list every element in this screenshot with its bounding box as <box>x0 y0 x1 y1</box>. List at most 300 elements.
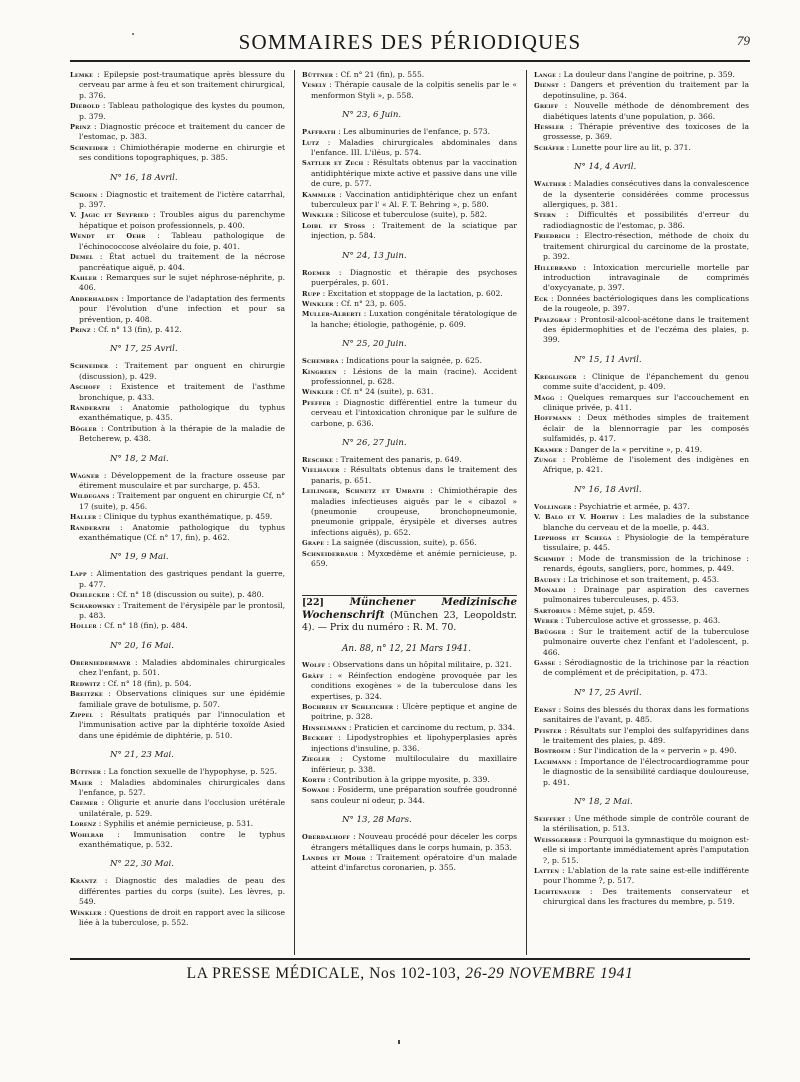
article-title: Difficultés et possibilités d'erreur du radiodiagnostic de l'estomac, p. 386. <box>543 210 749 230</box>
author-separator: : <box>93 252 109 262</box>
article-author: Brügger <box>534 627 566 636</box>
article-author: Gräff <box>302 671 324 680</box>
article-author: Baudey <box>534 575 561 584</box>
article-author: Kahler <box>70 273 98 282</box>
issue-heading: N° 26, 27 Juin. <box>342 437 407 448</box>
article-entry <box>302 549 517 570</box>
article-title: Diagnostic des maladies de peau des différentes parties du corps (suite). Les lèvres, p. 549. <box>79 876 285 907</box>
article-title: Tableau pathologique de l'échinococcose alvéolaire du foie, p. 401. <box>79 231 285 251</box>
article-title: La fonction sexuelle de l'hypophyse, p. 525. <box>108 767 277 777</box>
article-entry <box>70 819 285 829</box>
article-entry <box>70 569 285 590</box>
article-title: Maladies chirurgicales abdominales dans l'enfance. III. L'iléus, p. 574. <box>311 137 517 158</box>
article-entry <box>70 403 285 424</box>
article-title: Contribution à la thérapie de la maladie de Betcherew, p. 438. <box>79 423 285 444</box>
article-author: Maier <box>70 778 93 787</box>
article-author: Wohlrab <box>70 830 104 839</box>
author-separator: : <box>558 616 566 626</box>
article-author: Leilinger, Schnetz et Umrath <box>302 487 425 496</box>
article-author: Lachmann <box>534 757 572 766</box>
article-entry <box>534 101 749 122</box>
article-title: Contribution à la grippe myosite, p. 339. <box>333 774 490 784</box>
article-author: Ernst <box>534 705 557 714</box>
article-entry <box>302 289 517 299</box>
article-author: Landes et Mohr <box>302 853 366 862</box>
author-separator: : <box>93 709 111 719</box>
article-title: Epilepsie post-traumatique après blessure du cerveau par arme à feu et son traitement chirurgical, p. 376. <box>79 70 285 100</box>
article-title: Résultats pratiqués par l'innoculation et l'immunisation active par la diphtérie toxoïde Asied dans une épidémie de diphtérie, p. 510. <box>79 709 285 740</box>
article-author: Cremer <box>70 799 98 808</box>
author-separator: : <box>350 832 359 842</box>
article-entry <box>302 127 517 137</box>
article-title: Immunisation contre le typhus exanthématique, p. 532. <box>79 829 285 849</box>
article-title: Résultats obtenus dans le traitement des panaris, p. 651. <box>311 465 517 485</box>
article-author: Breitzke <box>70 690 104 699</box>
article-entry <box>534 445 749 455</box>
author-separator: : <box>554 392 568 402</box>
author-separator: : <box>100 382 122 392</box>
article-title: Diagnostic et traitement de l'ictère catarrhal, p. 397. <box>79 189 285 210</box>
author-separator: : <box>580 886 603 896</box>
author-separator: : <box>570 314 581 324</box>
article-author: Winkler <box>70 908 102 917</box>
article-entry <box>534 585 749 606</box>
article-author: Weber <box>534 617 559 626</box>
article-entry <box>70 658 285 679</box>
article-entry <box>70 424 285 445</box>
article-entry <box>70 273 285 294</box>
footer-journal: LA PRESSE MÉDICALE, <box>186 965 365 982</box>
article-author: Schoen <box>70 190 98 199</box>
article-author: Schembra <box>302 357 339 366</box>
article-author: Prinz <box>70 325 91 334</box>
article-author: Lemke <box>70 71 94 79</box>
article-author: V. Jagic et Seyfried <box>70 211 149 220</box>
article-entry <box>302 785 517 806</box>
article-entry <box>70 325 285 335</box>
article-entry <box>302 465 517 486</box>
article-entry <box>534 512 749 533</box>
article-author: Büttner <box>70 768 102 777</box>
article-author: Haller <box>70 513 97 522</box>
article-entry <box>534 231 749 262</box>
column-3 <box>534 70 749 955</box>
issue-heading: N° 22, 30 Mai. <box>110 859 175 870</box>
article-author: Bochrein et Schleicher <box>302 703 394 712</box>
article-title: Maladies abdominales chirurgicales dans l'enfance, p. 527. <box>79 777 285 797</box>
article-entry <box>302 268 517 289</box>
author-separator: : <box>424 486 439 496</box>
article-title: Existence et traitement de l'asthme bronchique, p. 433. <box>79 382 285 402</box>
article-author: Friedrich <box>534 232 571 241</box>
article-entry <box>302 455 517 465</box>
author-separator: : <box>346 722 355 732</box>
article-entry <box>302 486 517 538</box>
author-separator: : <box>571 501 579 511</box>
author-separator: : <box>335 127 344 137</box>
article-entry <box>534 705 749 726</box>
article-entry <box>302 138 517 159</box>
article-entry <box>70 778 285 799</box>
article-title: Silicose et tuberculose (suite), p. 582. <box>340 210 488 220</box>
author-separator: : <box>97 272 107 282</box>
author-separator: : <box>547 293 557 303</box>
article-entry <box>70 621 285 631</box>
header-rule <box>70 60 750 62</box>
article-author: Winkler <box>302 388 334 397</box>
author-separator: : <box>100 678 108 688</box>
article-entry <box>302 775 517 785</box>
article-author: Demel <box>70 253 94 262</box>
author-separator: : <box>333 210 341 220</box>
author-separator: : <box>130 657 142 667</box>
author-separator: : <box>570 746 579 756</box>
article-author: Winkler <box>302 299 334 308</box>
article-entry <box>302 660 517 670</box>
article-title: Traitement de la sciatique par injection, p. 584. <box>311 220 517 241</box>
author-separator: : <box>320 288 328 298</box>
article-title: Danger de la « pervitine », p. 419. <box>569 444 703 454</box>
article-title: Diagnostic différentiel entre la tumeur du cerveau et l'intoxication chronique par le sulfure de carbone, p. 636. <box>311 397 517 428</box>
article-title: Clinique de l'épanchement du genou comme suite d'accident, p. 409. <box>543 371 749 392</box>
article-entry <box>302 387 517 397</box>
author-separator: : <box>103 689 117 699</box>
article-author: Holler <box>70 622 97 631</box>
article-entry <box>534 814 749 835</box>
author-separator: : <box>561 725 570 735</box>
issue-heading: N° 16, 18 Avril. <box>110 172 178 183</box>
article-title: Troubles aigus du parenchyme hépatique et poison professionnels, p. 400. <box>79 210 285 230</box>
article-entry <box>302 398 517 429</box>
author-separator: : <box>618 512 630 522</box>
article-author: Randerath <box>70 523 111 532</box>
issue-heading: N° 14, 4 Avril. <box>574 162 637 173</box>
author-separator: : <box>97 798 108 808</box>
article-entry <box>70 471 285 492</box>
author-separator: : <box>565 813 575 823</box>
article-title: Des traitements conservateur et chirurgical dans les fractures du membre, p. 519. <box>543 886 749 907</box>
article-title: Cf. n° 23, p. 605. <box>340 298 407 308</box>
footer-rule <box>70 958 750 960</box>
author-separator: : <box>108 142 121 152</box>
author-separator: : <box>323 670 338 680</box>
author-separator: : <box>338 356 347 366</box>
author-separator: : <box>118 293 127 303</box>
article-title: Observations cliniques sur une épidémie familiale grave de botulisme, p. 507. <box>79 689 285 709</box>
author-separator: : <box>564 122 579 132</box>
article-entry <box>70 382 285 403</box>
author-separator: : <box>570 231 585 241</box>
article-author: Seiffert <box>534 814 566 823</box>
article-title: Intoxication mercurielle mortelle par introduction intravaginale de comprimés d'oxycyanate, p. 397. <box>543 262 749 293</box>
article-title: Traitement par onguent en chirurgie (discussion), p. 429. <box>79 361 285 381</box>
article-author: Kingreen <box>302 367 337 376</box>
author-separator: : <box>357 548 368 558</box>
author-separator: : <box>324 538 332 548</box>
article-author: Scharowsky <box>70 601 115 610</box>
article-author: Sartorius <box>534 606 572 615</box>
article-author: Vesely <box>302 81 327 90</box>
article-author: Hessler <box>534 123 565 132</box>
author-separator: : <box>108 361 125 371</box>
article-title: Développement de la fracture osseuse par étirement musculaire et par surcharge, p. 453. <box>79 470 285 490</box>
article-title: Traitement opératoire d'un malade atteint d'infarctus coronarien, p. 355. <box>311 852 517 873</box>
article-entry <box>70 252 285 273</box>
author-separator: : <box>556 704 564 714</box>
article-entry <box>70 231 285 252</box>
article-title: Drainage par aspiration des cavernes pulmonaires tuberculeuses, p. 453. <box>543 585 749 605</box>
article-entry <box>70 689 285 710</box>
article-entry <box>302 210 517 220</box>
author-separator: : <box>103 829 134 839</box>
article-title: Cf. n° 24 (suite), p. 631. <box>340 387 434 397</box>
article-author: Roemer <box>302 268 331 277</box>
article-entry <box>534 179 749 210</box>
article-author: Lapp <box>70 570 87 579</box>
article-author: Loibl et Stoss <box>302 221 366 230</box>
article-entry <box>302 671 517 702</box>
article-title: Importance de l'adaptation des ferments pour l'évolution d'une infection et pour sa prévention, p. 408. <box>79 293 285 324</box>
article-entry <box>70 101 285 122</box>
article-entry <box>70 143 285 164</box>
journal-number: [22] <box>302 597 324 609</box>
author-separator: : <box>565 585 584 595</box>
author-separator: : <box>333 454 341 464</box>
article-title: Lunette pour lire au lit, p. 371. <box>571 142 691 152</box>
author-separator: : <box>110 402 133 412</box>
article-title: Observations dans un hôpital militaire, p. 321. <box>332 660 512 670</box>
author-separator: : <box>365 852 377 862</box>
article-author: Greiff <box>534 102 559 111</box>
article-title: Dangers et prévention du traitement par la depotinsuline, p. 364. <box>543 80 749 100</box>
author-separator: : <box>558 80 571 90</box>
article-title: Nouveau procédé pour déceler les corps étrangers métalliques dans le corps humain, p. 353. <box>311 832 517 852</box>
article-author: Zunge <box>534 456 557 464</box>
author-separator: : <box>329 785 338 795</box>
article-title: Cf. n° 18 (fin), p. 504. <box>107 678 192 688</box>
article-author: Wendt et Oehr <box>70 232 146 241</box>
article-title: Anatomie pathologique du typhus exanthématique, p. 435. <box>79 402 285 423</box>
author-separator: : <box>101 907 110 917</box>
article-entry <box>70 294 285 325</box>
article-author: Lichtenauer <box>534 887 581 896</box>
column-divider <box>526 70 527 955</box>
issue-heading: N° 17, 25 Avril. <box>110 344 178 355</box>
issue-heading: N° 17, 25 Avril. <box>574 687 642 698</box>
issue-heading: N° 24, 13 Juin. <box>342 250 407 261</box>
article-author: Bostroem <box>534 747 571 756</box>
space <box>324 597 350 608</box>
article-entry <box>302 853 517 874</box>
article-entry <box>534 757 749 788</box>
article-entry <box>534 575 749 585</box>
article-title: Tuberculose active et grossesse, p. 463. <box>565 616 721 626</box>
article-entry <box>534 80 749 101</box>
article-entry <box>302 356 517 366</box>
article-title: Excitation et stoppage de la lactation, p. 602. <box>327 288 503 298</box>
author-separator: : <box>562 444 570 454</box>
article-author: Oberniedermayr <box>70 658 131 667</box>
article-author: Aschoff <box>70 383 101 392</box>
author-separator: : <box>555 657 565 667</box>
article-author: Weissgerber <box>534 835 582 844</box>
journal-name: Münchener Medizinische Wochenschrift <box>302 596 517 622</box>
author-separator: : <box>96 819 104 829</box>
issue-heading: N° 19, 9 Mai. <box>110 552 169 563</box>
article-author: Dienst <box>534 81 559 90</box>
author-separator: : <box>96 621 105 631</box>
article-title: Maladies consécutives dans la convalescence de la dysenterie considérées comme processus allergiques, p. 381. <box>543 179 749 210</box>
article-author: Wolff <box>302 661 326 670</box>
column-2 <box>302 70 517 955</box>
article-author: Magg <box>534 393 555 402</box>
article-author: Monaldi <box>534 586 566 595</box>
article-title: Cf. n° 21 (fin), p. 555. <box>340 70 425 79</box>
article-entry <box>70 122 285 143</box>
journal-details: (München 23, Leopoldstr. 4). — Prix du numéro : R. M. 70. <box>302 610 517 634</box>
author-separator: : <box>110 522 133 532</box>
author-separator: : <box>101 767 109 777</box>
article-title: Chimiothérapie des maladies infectieuses aiguës par le « cibazol » (pneumonie croupeuse, bronchopneumonie, pneumonie grippale, érysipèle et diverses autres infections aiguës), p. 652. <box>311 486 517 537</box>
author-separator: : <box>581 834 589 844</box>
article-entry <box>302 367 517 388</box>
article-title: Electro-résection, méthode de choix du traitement chirurgical du carcinome de la prostate, p. 392. <box>543 231 749 262</box>
author-separator: : <box>97 189 107 199</box>
article-title: Traitement par onguent en chirurgie Cf, n° 17 (suite), p. 456. <box>79 491 285 511</box>
author-separator: : <box>326 80 335 90</box>
article-entry <box>302 70 517 80</box>
article-entry <box>70 190 285 211</box>
author-separator: : <box>335 189 346 199</box>
author-separator: : <box>333 70 341 79</box>
article-author: Prinz <box>70 123 91 132</box>
article-title: Deux méthodes simples de traitement éclair de la blennorragie par les composés sulfamidés, p. 417. <box>543 413 749 444</box>
article-title: Soins des blessés du thorax dans les formations sanitaires de l'avant, p. 485. <box>543 704 749 725</box>
article-author: Muller-Alberti <box>302 310 361 319</box>
article-entry <box>302 832 517 853</box>
author-separator: : <box>556 70 564 79</box>
article-title: Cystome multiloculaire du maxillaire inférieur, p. 338. <box>311 754 517 774</box>
author-separator: : <box>566 626 579 636</box>
article-entry <box>70 210 285 231</box>
article-entry <box>70 767 285 777</box>
author-separator: : <box>145 231 172 241</box>
article-entry <box>70 523 285 544</box>
article-author: Kammler <box>302 190 336 199</box>
article-title: Pourquoi la gymnastique du moignon est-elle si importante immédiatement après l'amputation ?, p. 515. <box>543 834 749 865</box>
author-separator: : <box>333 387 341 397</box>
author-separator: : <box>571 413 588 423</box>
article-author: Oberdalhoff <box>302 833 351 842</box>
article-entry <box>534 835 749 866</box>
article-entry <box>534 746 749 756</box>
article-author: Randerath <box>70 403 111 412</box>
author-separator: : <box>319 137 339 147</box>
author-separator: : <box>99 470 112 480</box>
footer-issue: Nos 102-103, <box>369 965 461 982</box>
article-title: Traitement de l'érysipèle par le prontosil, p. 483. <box>79 600 285 621</box>
article-author: Oehlecker <box>70 591 110 600</box>
article-author: Pfeffer <box>302 398 331 407</box>
article-title: Physiologie de la température tissulaire, p. 445. <box>543 533 749 553</box>
article-entry <box>534 533 749 554</box>
page-header <box>70 28 750 62</box>
article-title: Sérodiagnostic de la trichinose par la réaction de complément et de précipitation, p. 473. <box>543 657 749 678</box>
author-separator: : <box>90 324 99 334</box>
article-title: Même sujet, p. 459. <box>578 605 655 615</box>
article-author: Wildegans <box>70 492 110 501</box>
article-author: Paffrath <box>302 128 336 137</box>
article-title: Praticien et carcinome du rectum, p. 334. <box>354 722 515 732</box>
author-separator: : <box>556 455 572 464</box>
article-title: Psychiatrie et armée, p. 437. <box>578 501 690 511</box>
article-title: Alimentation des gastriques pendant la guerre, p. 477. <box>79 569 285 589</box>
article-entry <box>302 80 517 101</box>
article-entry <box>70 710 285 741</box>
article-title: Tableau pathologique des kystes du poumon, p. 379. <box>79 101 285 121</box>
article-author: Kramer <box>534 445 563 454</box>
article-entry <box>534 263 749 294</box>
footer-date: 26-29 NOVEMBRE 1941 <box>465 965 634 982</box>
article-entry <box>302 702 517 723</box>
article-author: Hinselmann <box>302 723 347 732</box>
article-entry <box>534 70 749 80</box>
author-separator: : <box>92 777 111 787</box>
article-author: Redwitz <box>70 679 101 688</box>
author-separator: : <box>90 122 100 132</box>
article-entry <box>534 502 749 512</box>
article-entry <box>534 315 749 346</box>
article-title: Chimiothérapie moderne en chirurgie et ses conditions topographiques, p. 385. <box>79 142 285 163</box>
article-title: Maladies abdominales chirurgicales chez l'enfant, p. 501. <box>79 657 285 678</box>
article-title: Sur l'indication de la « perverin » p. 490. <box>578 746 737 756</box>
article-entry <box>534 627 749 658</box>
article-entry <box>534 606 749 616</box>
column-divider <box>294 70 295 955</box>
author-separator: : <box>576 371 592 381</box>
article-author: Reschke <box>302 455 334 464</box>
page-footer <box>70 965 750 983</box>
article-title: Cf. n° 18 (fin), p. 484. <box>104 621 188 631</box>
article-author: Winkler <box>302 211 334 220</box>
article-author: Vollinger <box>534 502 572 511</box>
article-entry <box>70 679 285 689</box>
article-title: Diagnostic précoce et traitement du cancer de l'estomac, p. 383. <box>79 122 285 142</box>
article-entry <box>534 726 749 747</box>
article-entry <box>302 299 517 309</box>
article-entry <box>302 221 517 242</box>
article-title: Oligurie et anurie dans l'occlusion urétérale unilatérale, p. 529. <box>79 798 285 818</box>
article-entry <box>70 908 285 929</box>
article-title: Cf. n° 18 (discussion ou suite), p. 480. <box>117 590 264 600</box>
article-entry <box>534 866 749 887</box>
article-entry <box>534 393 749 414</box>
article-entry <box>534 210 749 231</box>
issue-heading: N° 20, 16 Mai. <box>110 640 175 651</box>
author-separator: : <box>363 158 373 168</box>
article-author: Gasse <box>534 658 556 667</box>
article-author: Stern <box>534 211 557 220</box>
article-title: Thérapie préventive des toxicoses de la grossesse, p. 369. <box>543 122 749 142</box>
article-entry <box>70 601 285 622</box>
article-title: Importance de l'électrocardiogramme pour le diagnostic de la sensibilité cardiaque douloureuse, p. 491. <box>543 756 749 787</box>
article-author: Schneider <box>70 143 109 152</box>
print-speck <box>132 33 134 35</box>
article-author: Latten <box>534 867 560 875</box>
author-separator: : <box>564 142 572 152</box>
author-separator: : <box>566 179 574 189</box>
author-separator: : <box>325 660 333 670</box>
